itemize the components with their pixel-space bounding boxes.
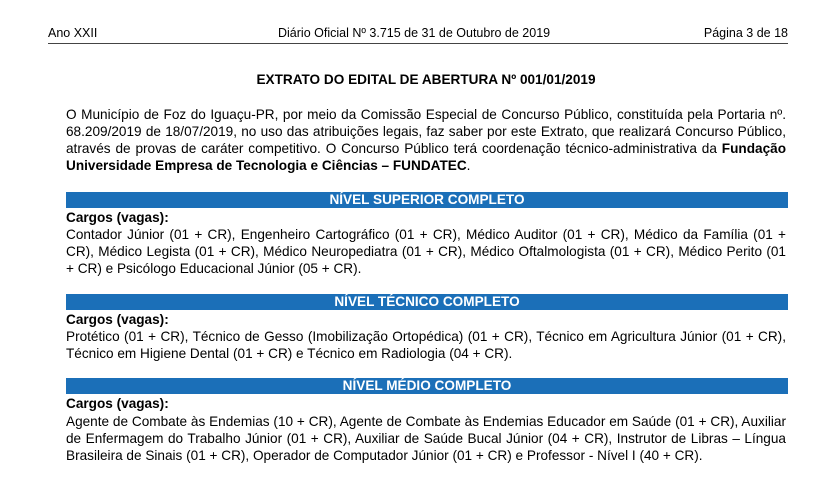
- section-label-medio: Cargos (vagas):: [66, 396, 169, 411]
- section-text-superior: Contador Júnior (01 + CR), Engenheiro Cartográfico (01 + CR), Médico Auditor (01 + CR), Médico da Família (01 + CR), Médico Legista (01 + CR), Médico Neuropediatra (01 + CR), Médico Oftalmologista (01 + CR), Médico Perito (01 + CR) e Psicólogo Educacional Júnior (05 + CR).: [66, 227, 786, 276]
- intro-paragraph: [66, 106, 786, 174]
- header-year: Ano XXII: [48, 26, 98, 40]
- page-header: [48, 23, 788, 44]
- document-title: EXTRATO DO EDITAL DE ABERTURA Nº 001/01/2019: [256, 72, 596, 87]
- intro-end: .: [466, 158, 471, 173]
- section-text-tecnico: Protético (01 + CR), Técnico de Gesso (Imobilização Ortopédica) (01 + CR), Técnico em Agricultura Júnior (01 + CR), Técnico em Higiene Dental (01 + CR) e Técnico em Radiologia (04 + CR).: [66, 329, 786, 361]
- header-page-number: Página 3 de 18: [703, 26, 788, 40]
- section-heading-medio: NÍVEL MÉDIO COMPLETO: [66, 378, 788, 394]
- section-heading-superior: NÍVEL SUPERIOR COMPLETO: [66, 192, 788, 208]
- section-heading-tecnico: NÍVEL TÉCNICO COMPLETO: [66, 294, 788, 310]
- section-label-tecnico: Cargos (vagas):: [66, 312, 169, 327]
- section-label-superior: Cargos (vagas):: [66, 210, 169, 225]
- section-text-medio: Agente de Combate às Endemias (10 + CR), Agente de Combate às Endemias Educador em Saúde (01 + CR), Auxiliar de Enfermagem do Trabalho Júnior (01 + CR), Auxiliar de Saúde Bucal Júnior (04 + CR), Instrutor de Libras – Língua Brasileira de Sinais (01 + CR), Operador de Computador Júnior (01 + CR) e Professor - Nível I (40 + CR).: [66, 414, 786, 463]
- intro-organization: Fundação Universidade Empresa de Tecnologia e Ciências – FUNDATEC: [66, 141, 786, 173]
- intro-text: O Município de Foz do Iguaçu-PR, por meio da Comissão Especial de Concurso Público, constituída pela Portaria nº. 68.209/2019 de 18/07/2019, no uso das atribuições legais, faz saber por este Extrato, que realizará Concurso Público, através de provas de caráter competitivo. O Concurso Público terá coordenação técnico-administrativa da: [66, 107, 786, 156]
- header-publication: Diário Oficial Nº 3.715 de 31 de Outubro de 2019: [278, 26, 551, 40]
